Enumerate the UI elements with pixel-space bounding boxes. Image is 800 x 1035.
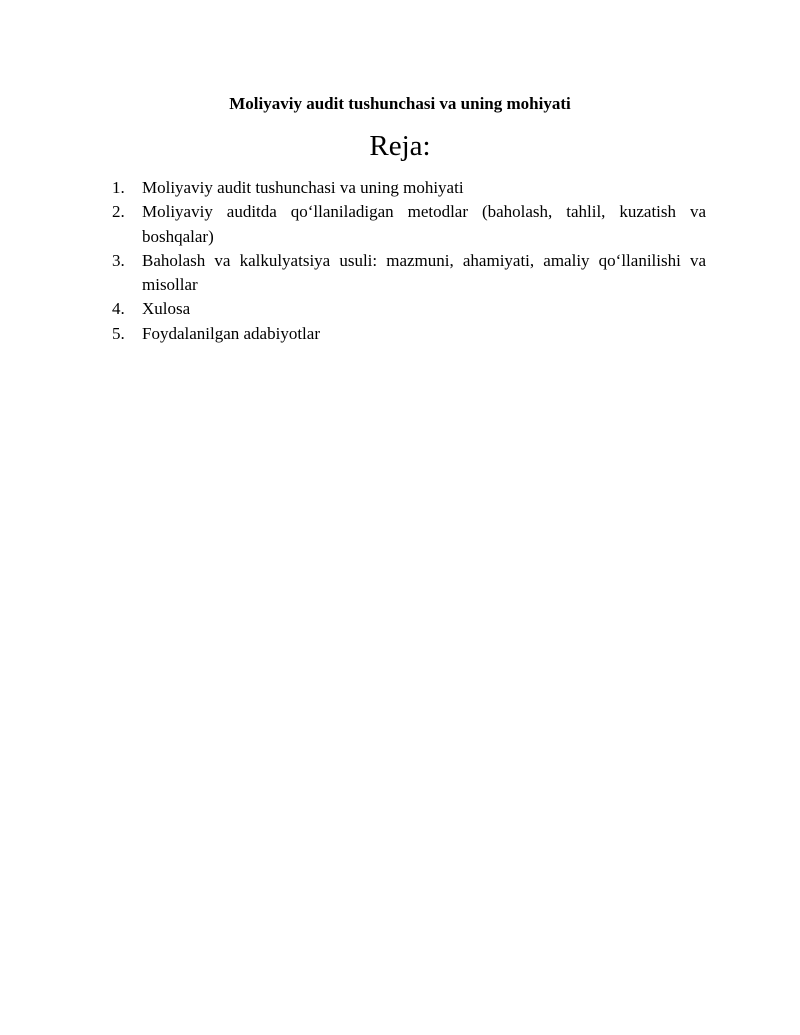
plan-item-text: Xulosa <box>142 299 191 319</box>
plan-heading: Reja: <box>369 130 431 162</box>
plan-item-text: Moliyaviy audit tushunchasi va uning mohiyati <box>142 178 464 197</box>
plan-list-item <box>112 322 706 346</box>
plan-list-item <box>112 297 706 321</box>
plan-item-text: Moliyaviy auditda qo‘llaniladigan metodlar (baholash, tahlil, kuzatish va boshqalar) <box>142 202 706 246</box>
plan-item-number: 2. <box>112 202 125 222</box>
document-title: Moliyaviy audit tushunchasi va uning mohiyati <box>229 94 571 113</box>
plan-item-number: 3. <box>112 250 125 270</box>
plan-item-number: 1. <box>112 178 125 197</box>
plan-item-text: Baholash va kalkulyatsiya usuli: mazmuni, ahamiyati, amaliy qo‘llanilishi va misollar <box>142 250 706 295</box>
plan-list <box>112 176 706 346</box>
plan-item-text: Foydalanilgan adabiyotlar <box>142 323 320 343</box>
plan-list-item <box>112 249 706 298</box>
plan-list-item <box>112 200 706 249</box>
plan-item-number: 4. <box>112 299 125 319</box>
plan-list-item <box>112 176 706 200</box>
plan-item-number: 5. <box>112 323 125 343</box>
